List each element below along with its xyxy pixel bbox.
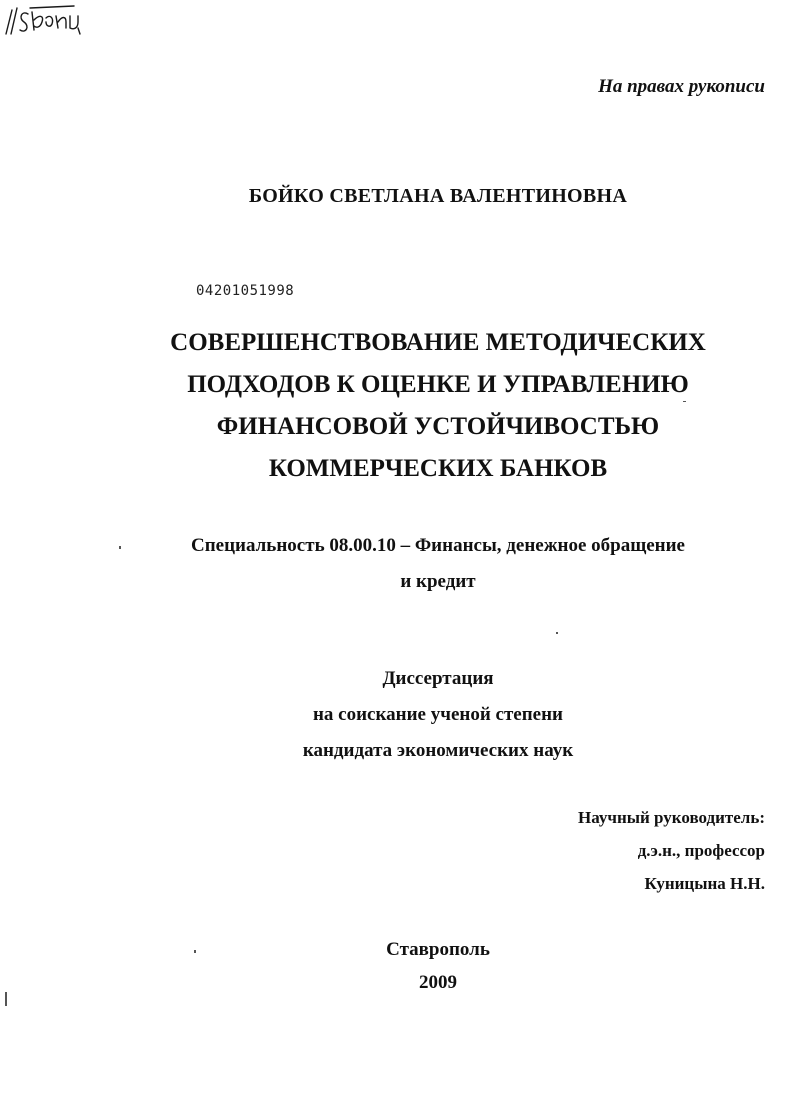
title-line: ФИНАНСОВОЙ УСТОЙЧИВОСТЬЮ (216, 413, 660, 440)
scan-speck (556, 632, 558, 634)
year: 2009 (419, 972, 457, 993)
dissertation-line: кандидата экономических наук (302, 740, 574, 761)
supervisor-block (578, 801, 765, 900)
dissertation-type (0, 661, 793, 769)
dissertation-line: Диссертация (382, 668, 494, 689)
specialty-line: и кредит (400, 571, 476, 592)
title-line: КОММЕРЧЕСКИХ БАНКОВ (268, 455, 608, 482)
footer (0, 933, 793, 999)
rights-note: На правах рукописи (598, 76, 765, 97)
dissertation-title (0, 322, 793, 490)
scan-speck (194, 950, 196, 953)
supervisor-label: Научный руководитель: (578, 808, 765, 827)
signature-icon (0, 0, 90, 40)
supervisor-degree: д.э.н., профессор (637, 841, 765, 860)
title-line: СОВЕРШЕНСТВОВАНИЕ МЕТОДИЧЕСКИХ (170, 329, 706, 356)
scan-speck (5, 992, 7, 1006)
specialty-line: Специальность 08.00.10 – Финансы, денежное обращение (190, 535, 685, 556)
city: Ставрополь (386, 939, 490, 960)
author-name: БОЙКО СВЕТЛАНА ВАЛЕНТИНОВНА (248, 185, 628, 207)
specialty (0, 528, 793, 600)
scan-speck (683, 401, 686, 402)
title-line: ПОДХОДОВ К ОЦЕНКЕ И УПРАВЛЕНИЮ (187, 371, 689, 398)
supervisor-name: Куницына Н.Н. (644, 874, 765, 893)
catalog-number: 04201051998 (196, 283, 295, 299)
scan-speck (119, 546, 121, 549)
dissertation-line: на соискание ученой степени (312, 704, 563, 725)
